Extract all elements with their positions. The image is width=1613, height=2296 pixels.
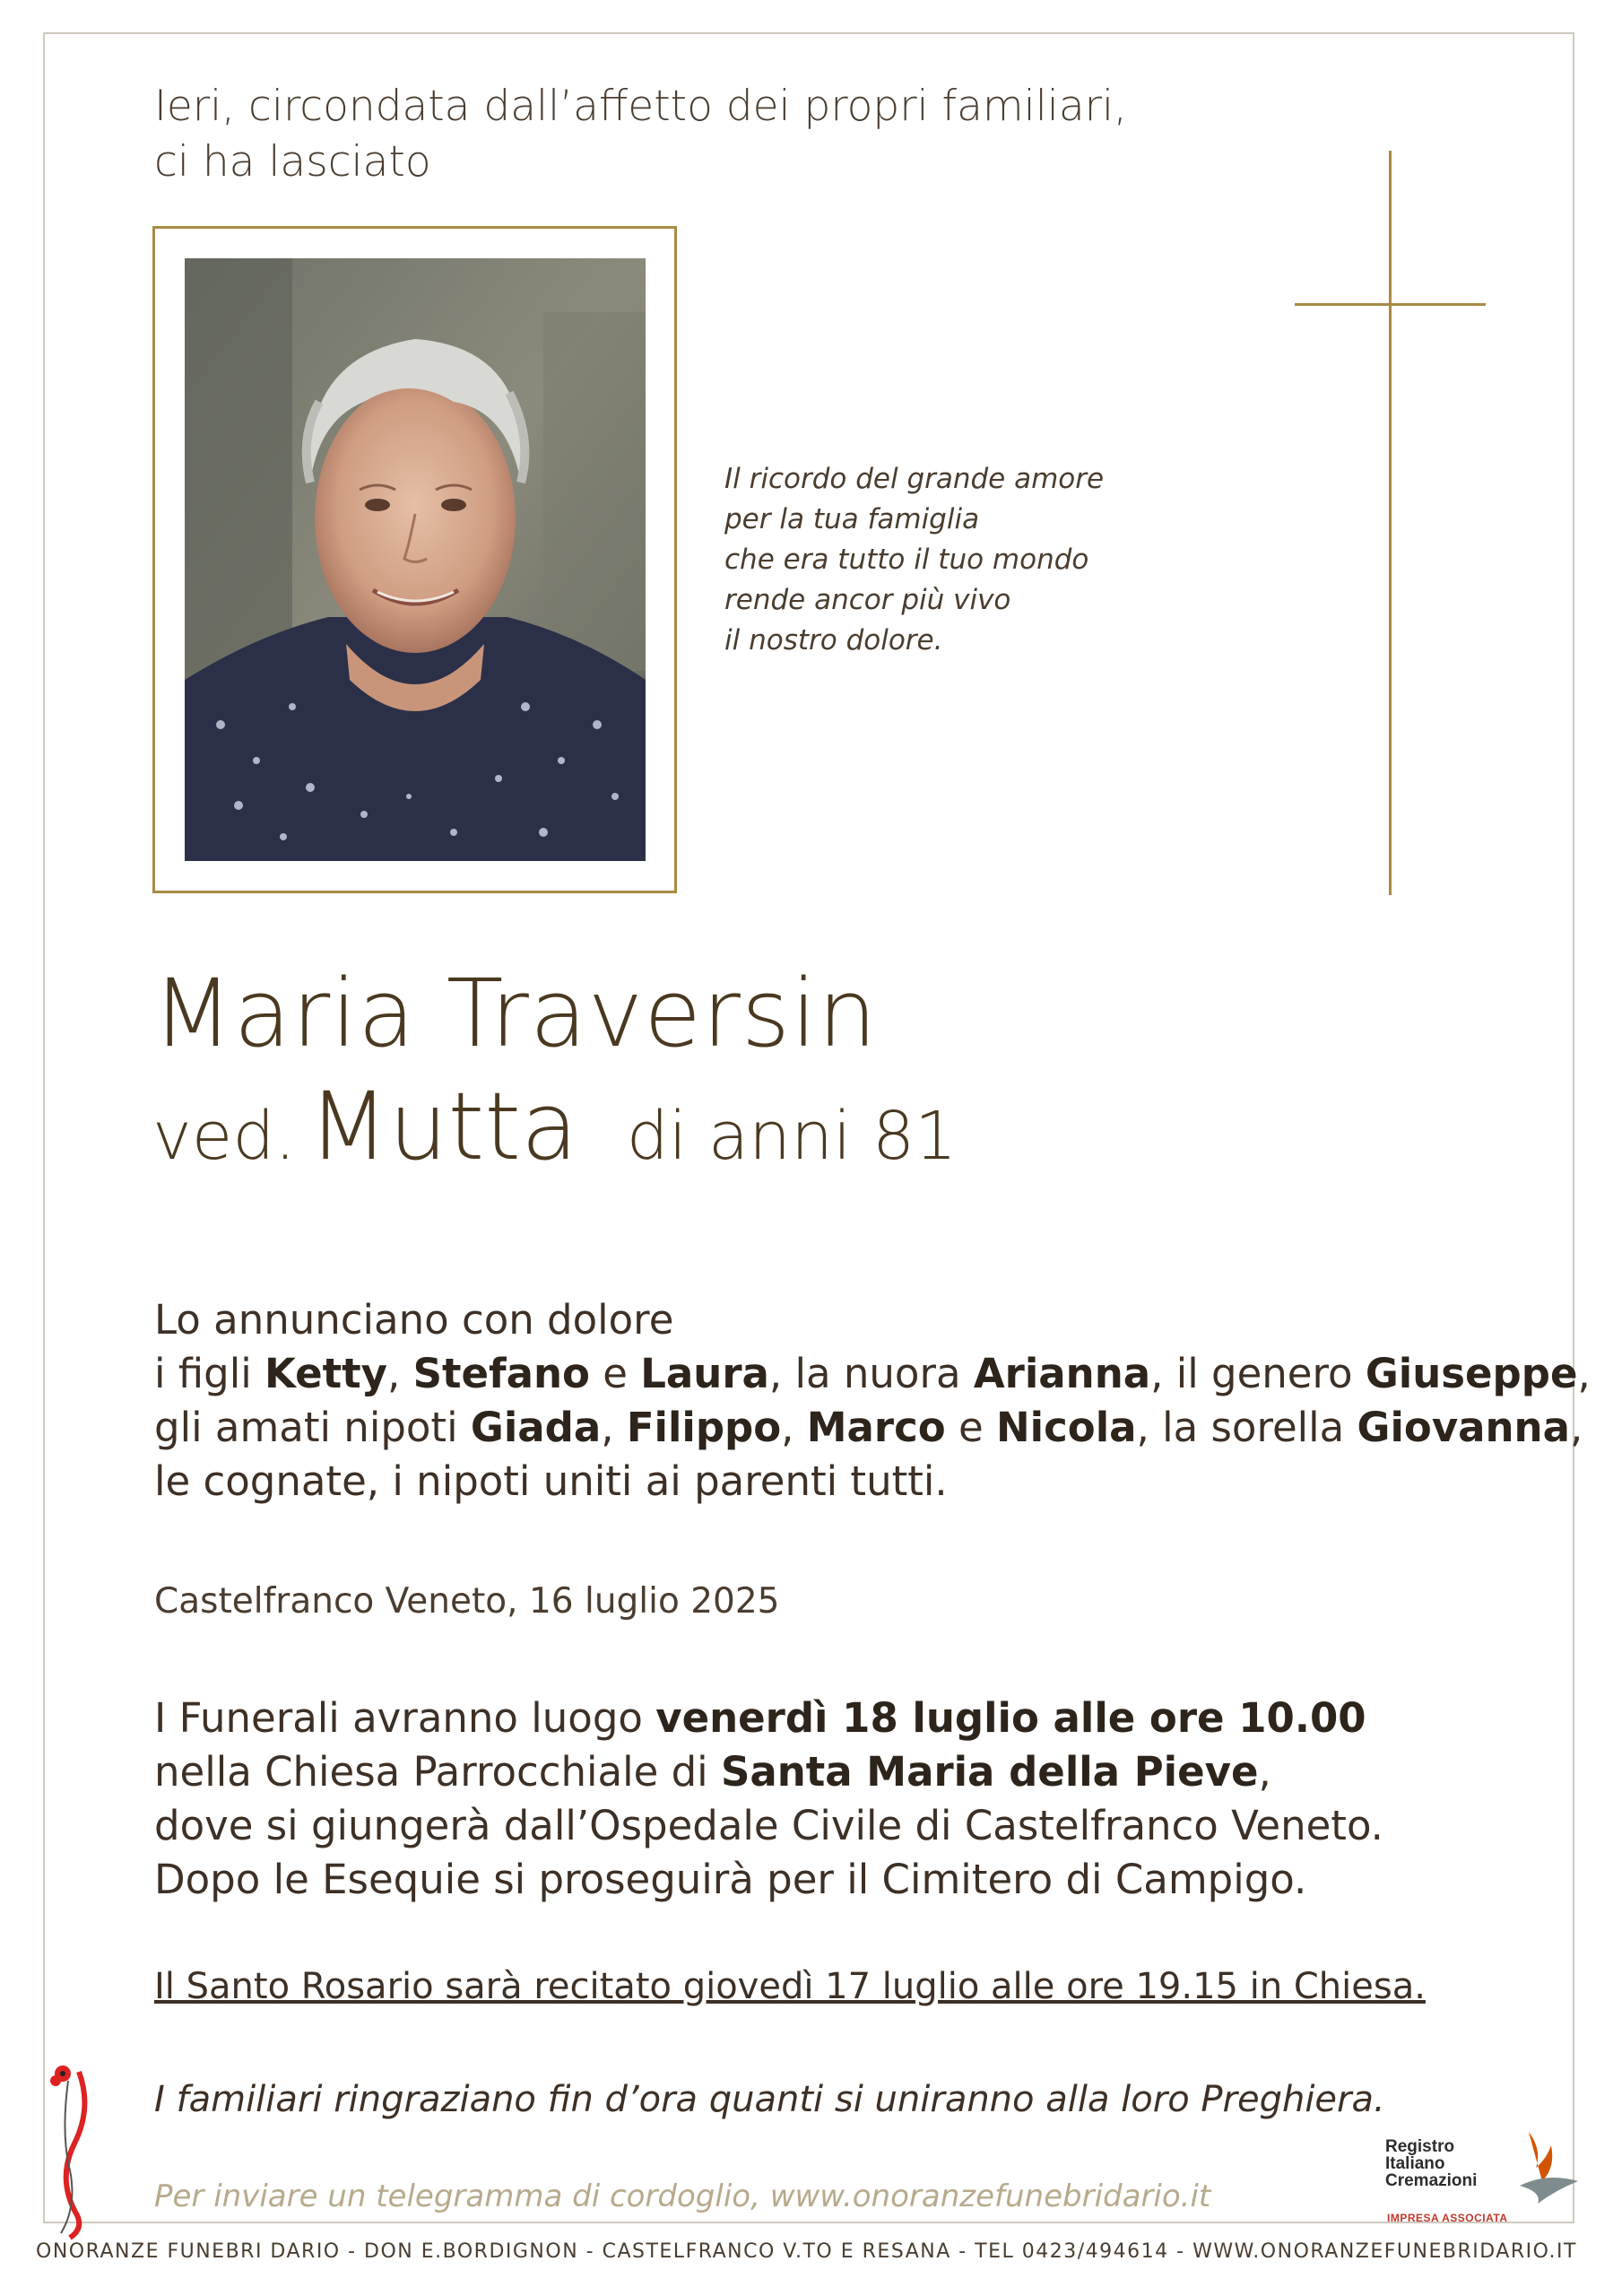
family-name: Arianna bbox=[973, 1350, 1151, 1397]
quote-line: che era tutto il tuo mondo bbox=[724, 544, 1089, 576]
family-name: Ketty bbox=[264, 1350, 387, 1397]
deceased-details bbox=[152, 1073, 957, 1208]
cremation-registry-logo bbox=[1385, 2127, 1583, 2235]
logo-text bbox=[1385, 2138, 1477, 2189]
announce-text: e bbox=[589, 1350, 641, 1397]
thanks-note: I familiari ringraziano fin d’ora quanti si uniranno alla loro Preghiera. bbox=[154, 2079, 1385, 2120]
announce-text: , la nuora bbox=[768, 1350, 974, 1397]
intro-line: Ieri, circondata dall’affetto dei propri familiari, bbox=[154, 82, 1127, 131]
logo-line: Cremazioni bbox=[1385, 2171, 1478, 2190]
portrait-photo bbox=[185, 258, 646, 861]
memorial-quote bbox=[724, 459, 1104, 661]
logo-line: Italiano bbox=[1385, 2154, 1445, 2173]
announce-text: , bbox=[1569, 1404, 1583, 1451]
rosary-notice: Il Santo Rosario sarà recitato giovedì 17 luglio alle ore 19.15 in Chiesa. bbox=[154, 1966, 1426, 2007]
quote-line: per la tua famiglia bbox=[724, 503, 980, 535]
family-name: Stefano bbox=[412, 1350, 590, 1397]
family-name: Giada bbox=[470, 1404, 602, 1451]
quote-line: Il ricordo del grande amore bbox=[724, 463, 1105, 495]
announce-text: , il genero bbox=[1150, 1350, 1366, 1397]
announce-text: e bbox=[945, 1404, 997, 1451]
poppy-logo-icon bbox=[43, 2054, 97, 2242]
funeral-datetime: venerdì 18 luglio alle ore 10.00 bbox=[655, 1694, 1366, 1742]
funeral-line: dove si giungerà dall’Ospedale Civile di Castelfranco Veneto. bbox=[154, 1802, 1383, 1849]
family-name: Laura bbox=[640, 1350, 769, 1397]
family-announcement bbox=[154, 1293, 1591, 1509]
announce-text: i figli bbox=[154, 1350, 265, 1397]
cross-icon-vertical bbox=[1389, 151, 1392, 895]
announce-text: , bbox=[387, 1350, 413, 1397]
announce-text: , bbox=[781, 1404, 807, 1451]
quote-line: il nostro dolore. bbox=[724, 624, 943, 657]
place-date: Castelfranco Veneto, 16 luglio 2025 bbox=[154, 1581, 780, 1622]
logo-tag: IMPRESA ASSOCIATA bbox=[1387, 2212, 1508, 2224]
intro-text bbox=[154, 79, 1127, 190]
announce-text: , la sorella bbox=[1136, 1404, 1357, 1451]
logo-line: Registro bbox=[1385, 2137, 1455, 2156]
phoenix-icon bbox=[1502, 2127, 1583, 2208]
funeral-text: I Funerali avranno luogo bbox=[154, 1694, 656, 1742]
family-name: Giovanna bbox=[1357, 1404, 1570, 1451]
family-name: Giuseppe bbox=[1365, 1350, 1578, 1397]
announce-text: , bbox=[601, 1404, 627, 1451]
announce-line: Lo annunciano con dolore bbox=[154, 1296, 674, 1344]
telegram-link[interactable]: Per inviare un telegramma di cordoglio, www.onoranzefunebridario.it bbox=[154, 2179, 1211, 2214]
married-surname: Mutta bbox=[308, 1072, 578, 1181]
family-name: Filippo bbox=[626, 1404, 782, 1451]
announce-line: le cognate, i nipoti uniti ai parenti tutti. bbox=[154, 1457, 948, 1505]
cross-icon-horizontal bbox=[1295, 303, 1486, 306]
footer-contacts: ONORANZE FUNEBRI DARIO - DON E.BORDIGNON - CASTELFRANCO V.TO E RESANA - TEL 0423/494614 - WWW.ONORANZEFUNEBRIDARIO.IT bbox=[36, 2240, 1577, 2263]
deceased-age: di anni 81 bbox=[626, 1098, 958, 1175]
funeral-text: , bbox=[1258, 1748, 1271, 1796]
funeral-line: Dopo le Esequie si proseguirà per il Cimitero di Campigo. bbox=[154, 1856, 1307, 1903]
widow-prefix: ved. bbox=[152, 1098, 296, 1175]
quote-line: rende ancor più vivo bbox=[724, 584, 1011, 616]
family-name: Nicola bbox=[996, 1404, 1137, 1451]
church-name: Santa Maria della Pieve bbox=[720, 1748, 1259, 1796]
intro-line: ci ha lasciato bbox=[154, 137, 431, 187]
funeral-details bbox=[154, 1692, 1383, 1907]
portrait-frame bbox=[152, 226, 677, 893]
deceased-name: Maria Traversin bbox=[152, 959, 878, 1068]
announce-text: gli amati nipoti bbox=[154, 1404, 471, 1451]
announce-text: , bbox=[1577, 1350, 1591, 1397]
funeral-text: nella Chiesa Parrocchiale di bbox=[154, 1748, 721, 1796]
family-name: Marco bbox=[806, 1404, 946, 1451]
